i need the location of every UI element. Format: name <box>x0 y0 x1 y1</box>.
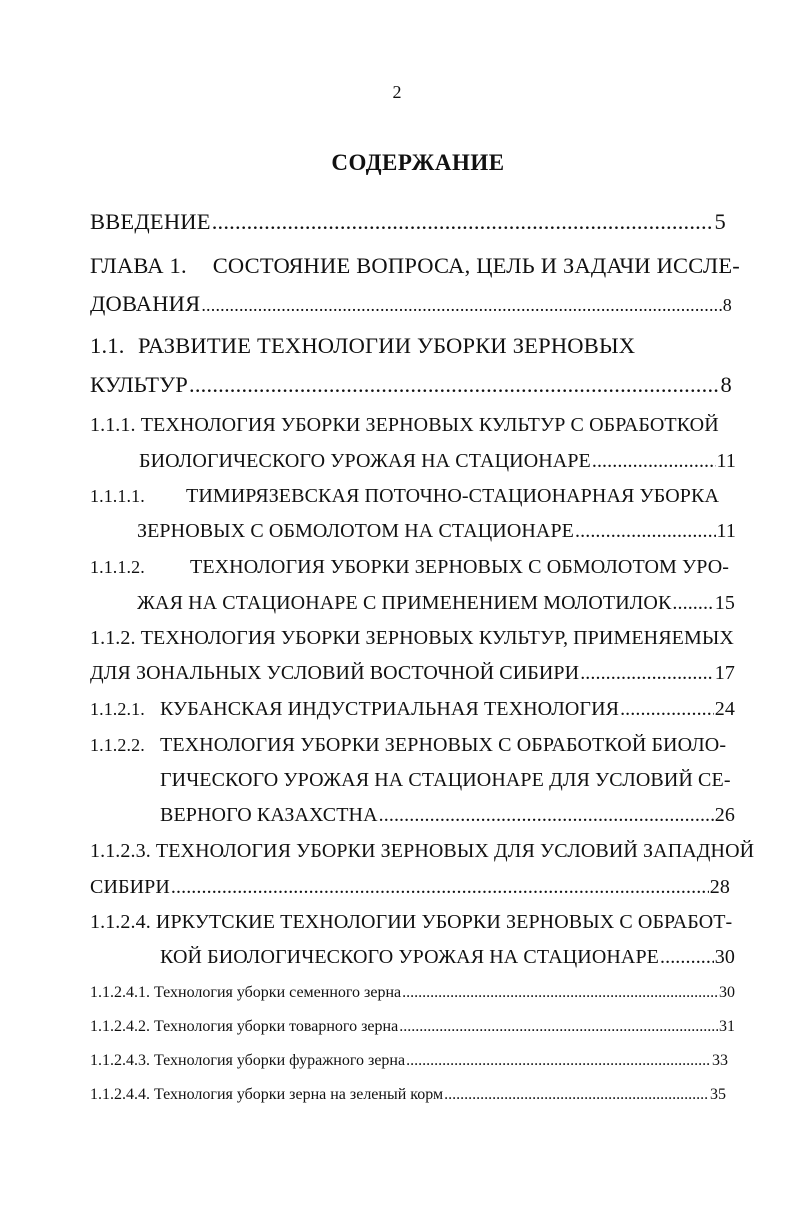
leader-dots <box>212 209 714 235</box>
toc-entry-1-1-cont[interactable] <box>90 372 732 398</box>
toc-entry-1-1-2-2-cont[interactable] <box>160 769 731 792</box>
toc-entry-1-1-2-2[interactable] <box>90 734 726 757</box>
toc-entry-text: ТЕХНОЛОГИЯ УБОРКИ ЗЕРНОВЫХ С ОБРАБОТКОЙ БИОЛО- <box>160 734 727 756</box>
toc-entry-1-1-2-4-cont[interactable] <box>160 946 735 969</box>
leader-dots <box>399 1018 718 1036</box>
toc-page-number: 15 <box>714 592 735 614</box>
toc-entry-text: 1.1.1. ТЕХНОЛОГИЯ УБОРКИ ЗЕРНОВЫХ КУЛЬТУР С ОБРАБОТКОЙ <box>90 414 719 436</box>
leader-dots <box>402 984 718 1002</box>
leader-dots <box>592 450 716 473</box>
toc-page-number: 28 <box>709 876 730 898</box>
toc-page-number: 33 <box>712 1052 728 1069</box>
toc-entry-1-1-2-2-cont2[interactable] <box>160 804 735 827</box>
toc-page-number: 8 <box>722 295 732 315</box>
toc-entry-text: СИБИРИ <box>90 876 170 898</box>
toc-entry-text: ГИЧЕСКОГО УРОЖАЯ НА СТАЦИОНАРЕ ДЛЯ УСЛОВИЙ СЕ- <box>160 769 731 791</box>
toc-entry-text: БИОЛОГИЧЕСКОГО УРОЖАЯ НА СТАЦИОНАРЕ <box>139 450 591 472</box>
toc-entry-chapter-1-cont[interactable] <box>90 291 732 317</box>
toc-page-number: 35 <box>710 1086 726 1103</box>
toc-entry-text: 1.1.2.4.1. Технология уборки семенного зерна <box>90 984 402 1001</box>
toc-page-number: 17 <box>714 662 735 684</box>
page-title: СОДЕРЖАНИЕ <box>331 150 505 175</box>
toc-entry-text: КУЛЬТУР <box>90 372 189 397</box>
leader-dots <box>171 876 709 899</box>
toc-entry-text: ДОВАНИЯ <box>90 291 201 316</box>
toc-page-number: 24 <box>714 698 735 720</box>
toc-entry-intro[interactable] <box>90 209 726 235</box>
toc-entry-text: 1.1.2.3. ТЕХНОЛОГИЯ УБОРКИ ЗЕРНОВЫХ ДЛЯ УСЛОВИЙ ЗАПАДНОЙ <box>90 840 755 862</box>
toc-entry-1-1-2-4-2[interactable] <box>90 1018 735 1036</box>
section-number: 1.1.2.2. <box>90 735 145 755</box>
toc-entry-1-1-2-4[interactable] <box>90 911 732 934</box>
toc-page-number: 30 <box>719 984 735 1001</box>
toc-entry-text: ЗЕРНОВЫХ С ОБМОЛОТОМ НА СТАЦИОНАРЕ <box>137 520 575 542</box>
toc-entry-text: 1.1.2.4.4. Технология уборки зерна на зеленый корм <box>90 1086 444 1103</box>
section-number: 1.1.2.1. <box>90 699 145 719</box>
toc-entry-text: ВЕРНОГО КАЗАХСТНА <box>160 804 378 826</box>
section-number: 1.1.1.2. <box>90 557 145 577</box>
toc-page-number: 30 <box>714 946 735 968</box>
toc-entry-text: КУБАНСКАЯ ИНДУСТРИАЛЬНАЯ ТЕХНОЛОГИЯ <box>160 698 620 720</box>
toc-entry-text: 1.1.2.4. ИРКУТСКИЕ ТЕХНОЛОГИИ УБОРКИ ЗЕРНОВЫХ С ОБРАБОТ- <box>90 911 733 933</box>
leader-dots <box>580 662 714 685</box>
toc-page-number: 11 <box>716 450 736 472</box>
toc-entry-text: 1.1.2.4.3. Технология уборки фуражного зерна <box>90 1052 406 1069</box>
toc-entry-text: 1.1.2. ТЕХНОЛОГИЯ УБОРКИ ЗЕРНОВЫХ КУЛЬТУР, ПРИМЕНЯЕМЫХ <box>90 627 734 649</box>
leader-dots <box>201 295 721 316</box>
toc-entry-text: СОСТОЯНИЕ ВОПРОСА, ЦЕЛЬ И ЗАДАЧИ ИССЛЕ- <box>212 253 740 278</box>
toc-entry-1-1-1-2-cont[interactable] <box>137 592 735 615</box>
section-number: 1.1.1.1. <box>90 486 145 506</box>
toc-entry-1-1-2-3[interactable] <box>90 840 754 863</box>
toc-entry-1-1-2-1[interactable] <box>90 698 735 721</box>
toc-entry-text: ТЕХНОЛОГИЯ УБОРКИ ЗЕРНОВЫХ С ОБМОЛОТОМ УРО- <box>190 556 730 578</box>
leader-dots <box>620 698 714 721</box>
toc-entry-1-1-2-4-4[interactable] <box>90 1086 726 1104</box>
leader-dots <box>660 946 714 969</box>
toc-page-number: 8 <box>720 372 732 397</box>
leader-dots <box>189 372 720 398</box>
toc-entry-1-1-1-cont[interactable] <box>139 450 736 473</box>
toc-entry-1-1-2-cont[interactable] <box>90 662 735 685</box>
leader-dots <box>406 1052 711 1070</box>
toc-entry-text: РАЗВИТИЕ ТЕХНОЛОГИИ УБОРКИ ЗЕРНОВЫХ <box>138 333 636 358</box>
toc-entry-text: ДЛЯ ЗОНАЛЬНЫХ УСЛОВИЙ ВОСТОЧНОЙ СИБИРИ <box>90 662 580 684</box>
toc-entry-text: КОЙ БИОЛОГИЧЕСКОГО УРОЖАЯ НА СТАЦИОНАРЕ <box>160 946 659 968</box>
toc-entry-text: ТИМИРЯЗЕВСКАЯ ПОТОЧНО-СТАЦИОНАРНАЯ УБОРКА <box>186 485 719 507</box>
toc-entry-chapter-1[interactable] <box>90 253 740 279</box>
toc-entry-1-1-1-2[interactable] <box>90 556 729 579</box>
section-number: 1.1. <box>90 333 125 358</box>
leader-dots <box>379 804 714 827</box>
toc-entry-1-1-2-4-3[interactable] <box>90 1052 728 1070</box>
chapter-label: ГЛАВА 1. <box>90 253 187 278</box>
toc-entry-1-1-1[interactable] <box>90 414 719 437</box>
page-number: 2 <box>392 82 402 102</box>
toc-entry-1-1-2[interactable] <box>90 627 734 650</box>
toc-entry-text: 1.1.2.4.2. Технология уборки товарного зерна <box>90 1018 399 1035</box>
toc-entry-1-1[interactable] <box>90 333 635 359</box>
toc-entry-text: ЖАЯ НА СТАЦИОНАРЕ С ПРИМЕНЕНИЕМ МОЛОТИЛОК <box>137 592 672 614</box>
leader-dots <box>575 520 716 543</box>
toc-page-number: 11 <box>716 520 736 542</box>
toc-entry-text: ВВЕДЕНИЕ <box>90 209 211 234</box>
leader-dots <box>444 1086 709 1104</box>
toc-entry-1-1-1-1-cont[interactable] <box>137 520 736 543</box>
toc-entry-1-1-2-4-1[interactable] <box>90 984 735 1002</box>
toc-page-number: 5 <box>714 209 726 234</box>
leader-dots <box>672 592 713 615</box>
toc-page-number: 31 <box>719 1018 735 1035</box>
toc-page-number: 26 <box>714 804 735 826</box>
toc-entry-1-1-1-1[interactable] <box>90 485 719 508</box>
toc-entry-1-1-2-3-cont[interactable] <box>90 876 730 899</box>
